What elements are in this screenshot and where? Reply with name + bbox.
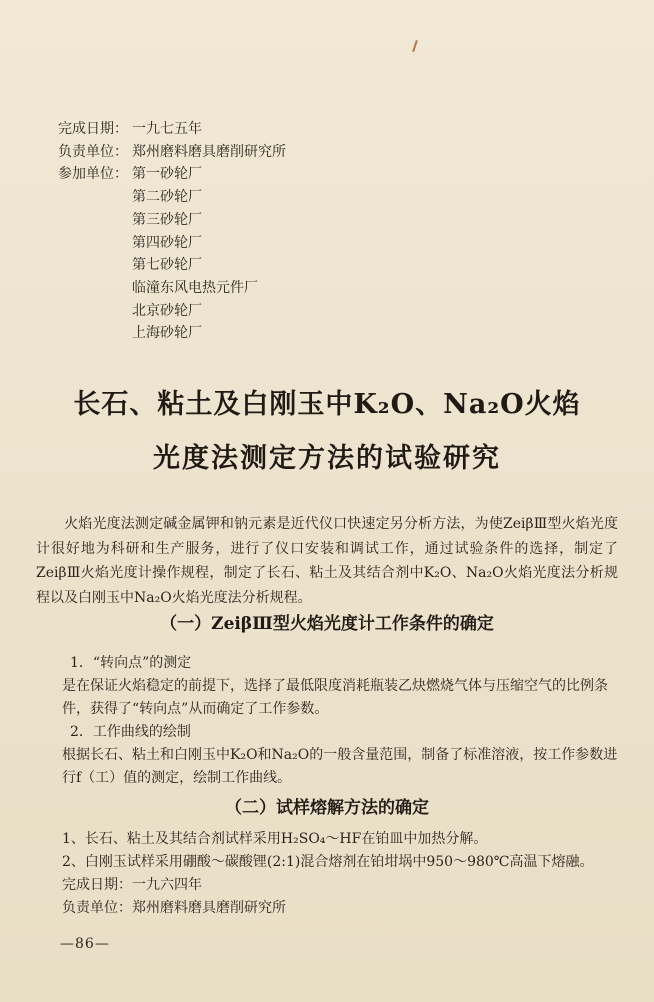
s2-completion-row xyxy=(62,874,618,897)
participant-item: 上海砂轮厂 xyxy=(132,325,202,342)
s2-item1: 1、长石、粘土及其结合剂试样采用H₂SO₄～HF在铂皿中加热分解。 xyxy=(62,831,488,847)
completion-date-value: 一九七五年 xyxy=(132,121,202,137)
section2-body xyxy=(62,828,618,920)
participant-item: 临潼东风电热元件厂 xyxy=(132,279,258,296)
s2-item2: 2、白刚玉试样采用硼酸～碳酸锂(2:1)混合熔剂在铂坩埚中950～980℃高温下熔融。 xyxy=(62,854,594,870)
s1-item1-text: 是在保证火焰稳定的前提下，选择了最低限度消耗瓶装乙炔燃烧气体与压缩空气的比例条件，获得了“转向点”从而确定了工作参数。 xyxy=(62,678,608,717)
s2-responsible-value: 郑州磨料磨具磨削研究所 xyxy=(132,900,286,916)
completion-date-label: 完成日期： xyxy=(58,121,128,137)
article-title-line2: 光度法测定方法的试验研究 xyxy=(153,443,501,474)
s2-completion-label: 完成日期： xyxy=(62,877,132,893)
pen-mark xyxy=(412,40,418,52)
responsible-unit-row xyxy=(58,141,286,164)
participants-label: 参加单位： xyxy=(58,166,128,183)
participant-item: 第二砂轮厂 xyxy=(132,189,202,206)
header-meta-block xyxy=(58,118,286,345)
participants-row xyxy=(58,163,286,345)
section1-body xyxy=(62,652,618,790)
s1-item2-text: 根据长石、粘土和白刚玉中K₂O和Na₂O的一般含量范围，制备了标准溶液，按工作参数进行f（工）值的测定，绘制工作曲线。 xyxy=(62,747,618,786)
responsible-unit-label: 负责单位： xyxy=(58,143,128,160)
responsible-unit-value: 郑州磨料磨具磨削研究所 xyxy=(132,143,286,160)
participant-item: 第七砂轮厂 xyxy=(132,257,202,274)
s2-completion-value: 一九六四年 xyxy=(132,877,202,893)
s1-item1-title: 1．“转向点”的测定 xyxy=(70,655,192,671)
intro-text: 火焰光度法测定碱金属钾和钠元素是近代仪口快速定另分析方法，为使ZeiβⅢ型火焰光度计很好地为科研和生产服务，进行了仪口安装和调试工作，通过试验条件的选择，制定了ZeiβⅢ火焰光度计操作规程，制定了长石、粘土及其结合剂中K₂O、Na₂O火焰光度法分析规程以及白刚玉中Na₂O火焰光度法分析规程。 xyxy=(36,516,618,606)
participant-item: 第四砂轮厂 xyxy=(132,234,202,251)
completion-date-row xyxy=(58,118,286,141)
s1-item2-title: 2．工作曲线的绘制 xyxy=(70,724,191,740)
s2-responsible-row xyxy=(62,897,618,920)
article-title-line1: 长石、粘土及白刚玉中K₂O、Na₂O火焰 xyxy=(73,389,581,420)
participant-item: 第一砂轮厂 xyxy=(132,166,202,183)
participant-item: 北京砂轮厂 xyxy=(132,302,202,319)
section1-heading: （一）ZeiβⅢ型火焰光度计工作条件的确定 xyxy=(160,614,494,634)
participants-list xyxy=(132,163,258,345)
s2-responsible-label: 负责单位： xyxy=(62,900,132,916)
participant-item: 第三砂轮厂 xyxy=(132,211,202,228)
section2-heading: （二）试样熔解方法的确定 xyxy=(225,798,429,818)
intro-paragraph xyxy=(36,512,618,610)
page-number: —86— xyxy=(60,936,110,952)
